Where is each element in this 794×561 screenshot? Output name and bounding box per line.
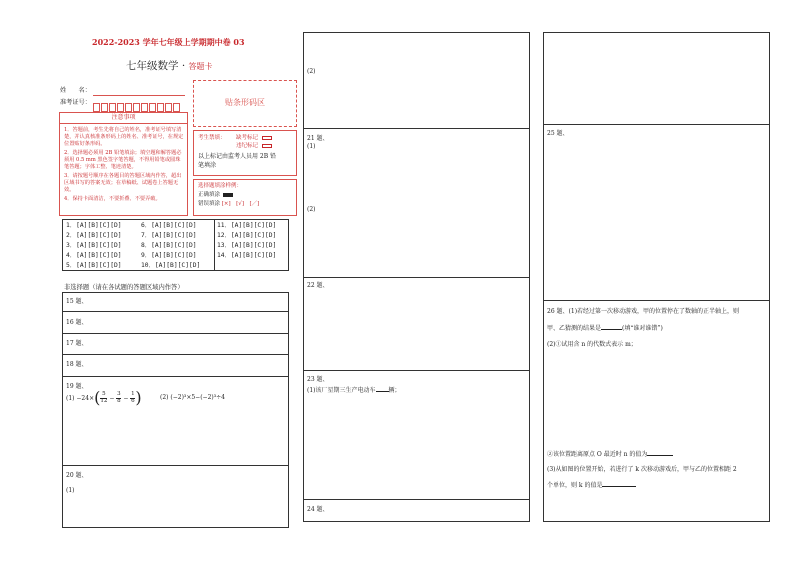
q26-part2: (2)①试用含 n 的代数式表示 m；: [547, 341, 637, 348]
fill-example-title: 选择题填涂样例：: [198, 183, 243, 189]
q20-label: 20 题、: [66, 472, 88, 479]
fill-wrong-label: 错误填涂: [198, 201, 221, 207]
q16-label: 16 题、: [66, 319, 88, 326]
name-label: 姓 名：: [60, 87, 91, 94]
absent-checkbox[interactable]: [262, 136, 272, 140]
q17-divider: [63, 354, 288, 355]
answer-card-label: 答题卡: [188, 62, 213, 71]
q21-part2: (2): [307, 206, 316, 213]
mid-divider-1: [304, 128, 529, 129]
notice-title: 注意事项: [60, 113, 187, 124]
middle-answer-area: [303, 32, 530, 522]
barcode-area: [193, 80, 297, 127]
q26-blank-3[interactable]: [602, 486, 636, 487]
absent-label: 缺考标记: [236, 135, 259, 141]
q23-part1: (1)该厂星期三生产电动车 辆；: [307, 387, 401, 394]
choice-q13[interactable]: 13．[A][B][C][D]: [217, 242, 277, 249]
barcode-label: 贴条形码区: [225, 98, 265, 107]
choice-q10[interactable]: 10．[A][B][C][D]: [141, 262, 201, 269]
mid-divider-4: [304, 499, 529, 500]
q21-label: 21 题、: [307, 135, 329, 142]
q20-part1: (1): [66, 487, 75, 494]
exam-notes-label: 考生禁填：: [198, 135, 226, 141]
choice-q14[interactable]: 14．[A][B][C][D]: [217, 252, 277, 259]
choice-grid: [62, 219, 289, 271]
q18-divider: [63, 376, 288, 377]
fraction-3-8: $\frac{3}{8}$: [117, 391, 121, 404]
fill-correct-label: 正确填涂: [198, 192, 221, 198]
q23-blank[interactable]: [376, 391, 389, 392]
q19-divider: [63, 465, 288, 466]
violation-checkbox[interactable]: [262, 144, 272, 148]
choice-q12[interactable]: 12．[A][B][C][D]: [217, 232, 277, 239]
right-divider-2: [544, 300, 769, 301]
choice-q2[interactable]: 2．[A][B][C][D]: [66, 232, 122, 239]
q22-label: 22 题、: [307, 282, 329, 289]
violation-mark[interactable]: [236, 143, 272, 150]
q15-divider: [63, 311, 288, 312]
notice-box: [59, 112, 188, 216]
q26-part2b: ②该位置距离原点 O 最近时 n 的值为: [547, 449, 673, 458]
choice-divider: [214, 220, 215, 270]
q26-blank-1[interactable]: [601, 329, 622, 330]
choice-q11[interactable]: 11．[A][B][C][D]: [217, 222, 277, 229]
fill-correct-sample: [223, 193, 233, 197]
choice-q9[interactable]: 9．[A][B][C][D]: [141, 252, 197, 259]
mid-divider-3: [304, 370, 529, 371]
q18-label: 18 题、: [66, 361, 88, 368]
choice-col-3: [217, 221, 276, 261]
nonchoice-answer-area: [62, 292, 289, 528]
choice-q3[interactable]: 3．[A][B][C][D]: [66, 242, 122, 249]
choice-q4[interactable]: 4．[A][B][C][D]: [66, 252, 122, 259]
q19-part2-expression: (2) (−2)³×5−(−2)³÷4: [160, 394, 225, 401]
fill-correct: [198, 192, 233, 199]
id-label: 准考证号：: [60, 99, 91, 106]
op-minus-1: −: [109, 394, 115, 402]
notice-item-2: 2．选择题必须用 2B 铅笔填涂；填空题和解答题必须用 0.5 mm 黑色签字笔答题，不得用铅笔或圆珠笔答题；字体工整、笔迹清楚。: [64, 150, 182, 171]
subject-heading: [126, 58, 213, 73]
exam-title: 2022-2023 学年七年级上学期期中卷 03: [92, 37, 245, 47]
choice-q7[interactable]: 7．[A][B][C][D]: [141, 232, 197, 239]
fill-example-box: [193, 179, 297, 216]
q16-divider: [63, 333, 288, 334]
q19-part1-expression: [66, 390, 142, 406]
exam-notes-footer-2: 笔填涂: [198, 162, 217, 169]
q19-part1-prefix: (1) −24×: [66, 394, 95, 402]
choice-q5[interactable]: 5．[A][B][C][D]: [66, 262, 122, 269]
notice-item-4: 4．保持卡面清洁，不要折叠、不要弄破。: [64, 196, 161, 203]
fill-wrong: [198, 201, 259, 208]
q24-label: 24 题、: [307, 506, 329, 513]
choice-q8[interactable]: 8．[A][B][C][D]: [141, 242, 197, 249]
q19-label: 19 题、: [66, 383, 88, 390]
name-line: [93, 95, 185, 96]
fraction-1-6: $\frac{1}{6}$: [131, 391, 135, 404]
q26-part1-line2: 甲、乙猜测的结果是 (填“谁对谁错”): [547, 325, 663, 332]
absent-mark[interactable]: [236, 135, 272, 142]
exam-notes-footer-1: 以上标记由监考人员用 2B 铅: [198, 153, 277, 160]
violation-label: 违纪标记: [236, 143, 259, 149]
fill-wrong-marks: [×] [√] [／]: [221, 201, 260, 207]
right-answer-area: [543, 32, 770, 522]
q19-paren-left: (: [94, 388, 101, 407]
choice-q1[interactable]: 1．[A][B][C][D]: [66, 222, 122, 229]
subject-name: 七年级数学: [126, 60, 179, 72]
q25-label: 25 题、: [547, 130, 569, 137]
subject-dot: ·: [181, 60, 186, 72]
q26-part3-line2: 个单位，则 k 的值是: [547, 480, 636, 489]
q26-label: 26 题、(1)若经过第一次移动游戏，甲的位置停在了数轴的正半轴上，则: [547, 308, 740, 315]
q17-label: 17 题、: [66, 340, 88, 347]
q19-paren-right: ): [135, 388, 142, 407]
nonchoice-title: 非选择题（请在各试题的答题区域内作答）: [64, 284, 184, 291]
q23-label: 23 题、: [307, 376, 329, 383]
q26-part3-line1: (3)从如图的位置开始，若进行了 k 次移动游戏后，甲与乙的位置相距 2: [547, 466, 737, 473]
choice-col-2: [141, 221, 200, 271]
notice-item-3: 3．请按题号顺序在各题目的答题区域内作答，超出区域书写的答案无效；在草稿纸、试题卷上答题无效。: [64, 173, 182, 194]
right-divider-1: [544, 124, 769, 125]
choice-col-1: [66, 221, 122, 271]
choice-q6[interactable]: 6．[A][B][C][D]: [141, 222, 197, 229]
prev-question-part2: (2): [307, 68, 316, 75]
fraction-5-12: 5 12: [100, 391, 108, 404]
notice-item-1: 1．答题前，考生先将自己的姓名，准考证号填写清楚，并认真核准条形码上的姓名、准考证号，在规定位置贴好条形码。: [64, 127, 184, 148]
exam-notes-box: [193, 130, 297, 176]
q21-part1: (1): [307, 143, 316, 150]
mid-divider-2: [304, 277, 529, 278]
op-minus-2: −: [123, 394, 129, 402]
q26-blank-2[interactable]: [647, 455, 673, 456]
q15-label: 15 题、: [66, 298, 88, 305]
